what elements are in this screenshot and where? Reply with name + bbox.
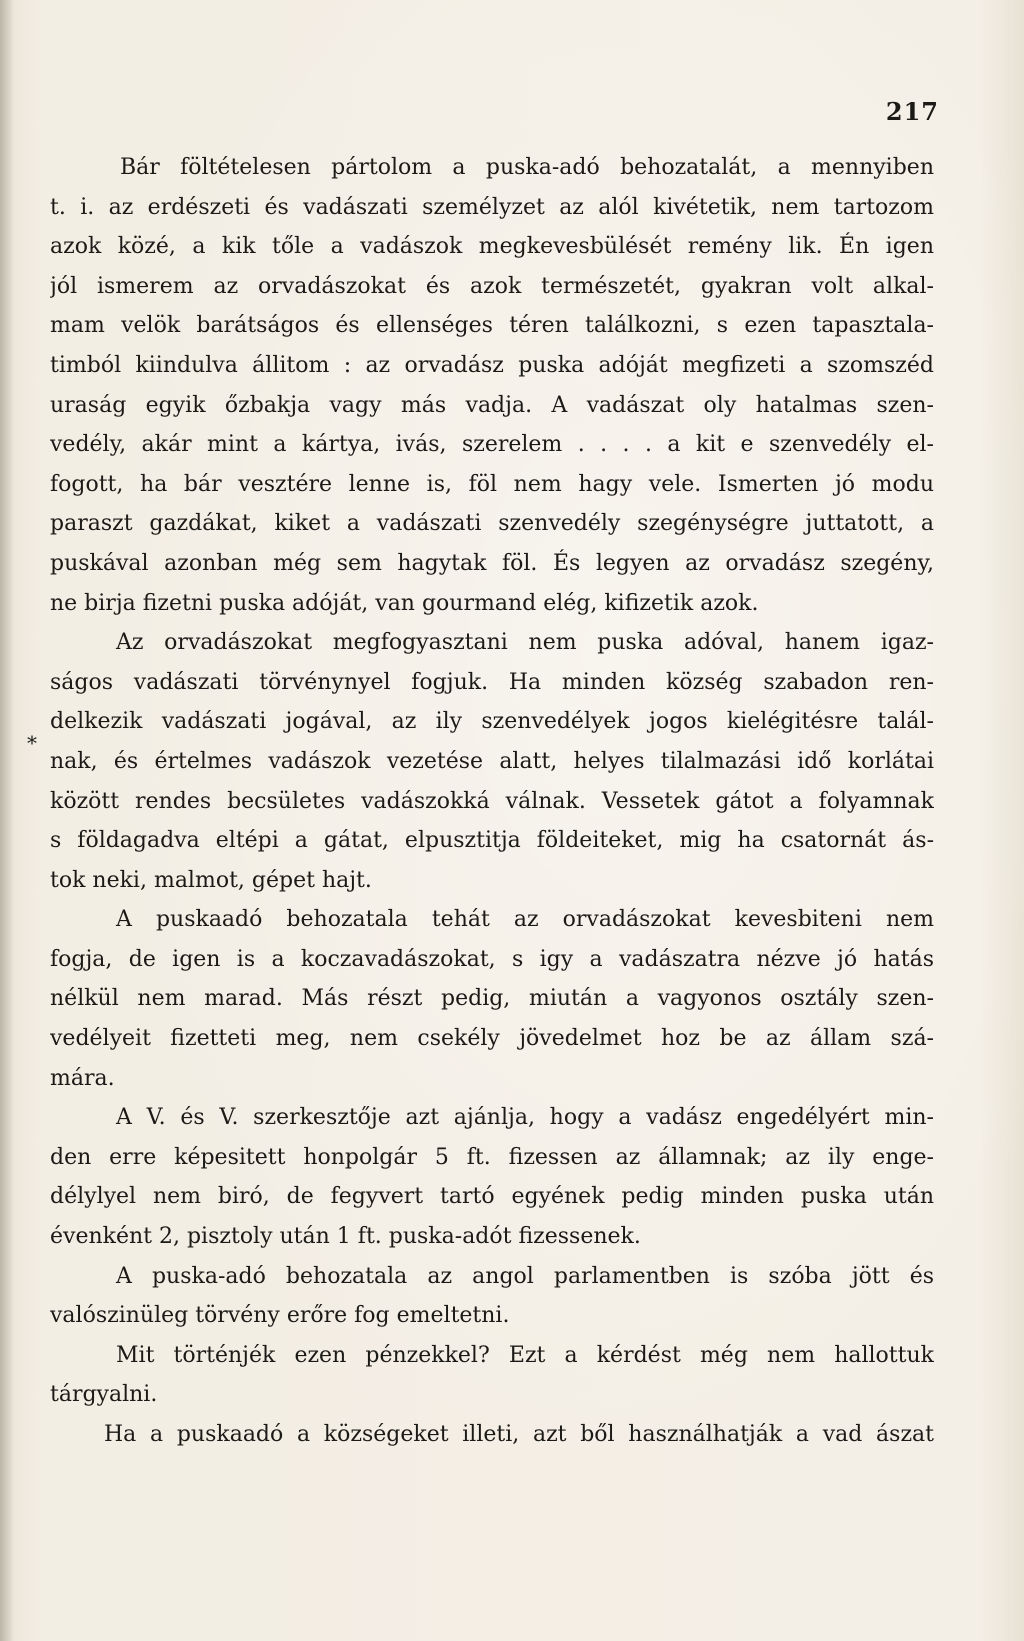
text-line: tárgyalni. (50, 1382, 158, 1408)
text-line: puskával azonban még sem hagytak föl. És legyen az orvadász szegény, (50, 550, 934, 576)
page-number: 217 (885, 97, 939, 126)
text-line: tok neki, malmot, gépet hajt. (50, 867, 372, 893)
text-line: fogja, de igen is a koczavadászokat, s igy a vadászatra nézve jó hatás (50, 946, 934, 972)
text-line: valószinüleg törvény erőre fog emeltetni. (50, 1303, 510, 1329)
text-line: delkezik vadászati jogával, az ily szenvedélyek jogos kielégitésre talál- (50, 709, 934, 735)
text-line: között rendes becsületes vadászokká válnak. Vessetek gátot a folyamnak (50, 788, 934, 814)
text-line: évenként 2, pisztoly után 1 ft. puska-adót fizessenek. (50, 1224, 641, 1250)
margin-mark: * (27, 731, 37, 755)
text-line: mam velök barátságos és ellenséges téren találkozni, s ezen tapasztala- (50, 313, 934, 339)
text-line: nak, és értelmes vadászok vezetése alatt, helyes tilalmazási idő korlátai (50, 748, 934, 774)
text-line: t. i. az erdészeti és vadászati személyzet az alól kivétetik, nem tartozom (50, 194, 934, 220)
page-gutter-shadow (0, 0, 14, 1641)
text-line: Mit történjék ezen pénzekkel? Ezt a kérdést még nem hallottuk (116, 1342, 934, 1368)
text-line: fogott, ha bár vesztére lenne is, föl nem hagy vele. Ismerten jó modu (50, 471, 934, 497)
text-line: A puska-adó behozatala az angol parlamentben is szóba jött és (116, 1263, 934, 1289)
text-line: s földagadva eltépi a gátat, elpusztitja földeiteket, mig ha csatornát ás- (50, 828, 934, 854)
body-text (50, 148, 934, 1455)
text-line: délylyel nem biró, de fegyvert tartó egyének pedig minden puska után (50, 1184, 934, 1210)
text-line: mára. (50, 1065, 115, 1091)
text-line: ságos vadászati törvénynyel fogjuk. Ha minden község szabadon ren- (50, 669, 934, 695)
text-line: uraság egyik őzbakja vagy más vadja. A vadászat oly hatalmas szen- (50, 392, 934, 418)
text-line: jól ismerem az orvadászokat és azok természetét, gyakran volt alkal- (50, 273, 934, 299)
text-line: vedély, akár mint a kártya, ivás, szerelem . . . . a kit e szenvedély el- (50, 432, 934, 458)
text-line: A puskaadó behozatala tehát az orvadászokat kevesbiteni nem (116, 907, 934, 933)
text-line: Ha a puskaadó a községeket illeti, azt ből használhatják a vad ászat (104, 1422, 934, 1447)
text-line: ne birja fizetni puska adóját, van gourmand elég, kifizetik azok. (50, 590, 759, 616)
text-line: A V. és V. szerkesztője azt ajánlja, hogy a vadász engedélyért min- (116, 1105, 934, 1131)
text-line: vedélyeit fizetteti meg, nem csekély jövedelmet hoz be az állam szá- (50, 1026, 934, 1052)
text-line: nélkül nem marad. Más részt pedig, miután a vagyonos osztály szen- (50, 986, 934, 1012)
text-line: timból kiindulva állitom : az orvadász puska adóját megfizeti a szomszéd (50, 352, 934, 378)
text-line: Az orvadászokat megfogyasztani nem puska adóval, hanem igaz- (116, 630, 934, 656)
text-line: paraszt gazdákat, kiket a vadászati szenvedély szegénységre juttatott, a (50, 511, 934, 537)
text-line: den erre képesitett honpolgár 5 ft. fizessen az államnak; az ily enge- (50, 1144, 934, 1170)
text-line: Bár föltételesen pártolom a puska-adó behozatalát, a mennyiben (120, 155, 934, 180)
text-line: azok közé, a kik tőle a vadászok megkevesbülését remény lik. Én igen (50, 234, 934, 260)
